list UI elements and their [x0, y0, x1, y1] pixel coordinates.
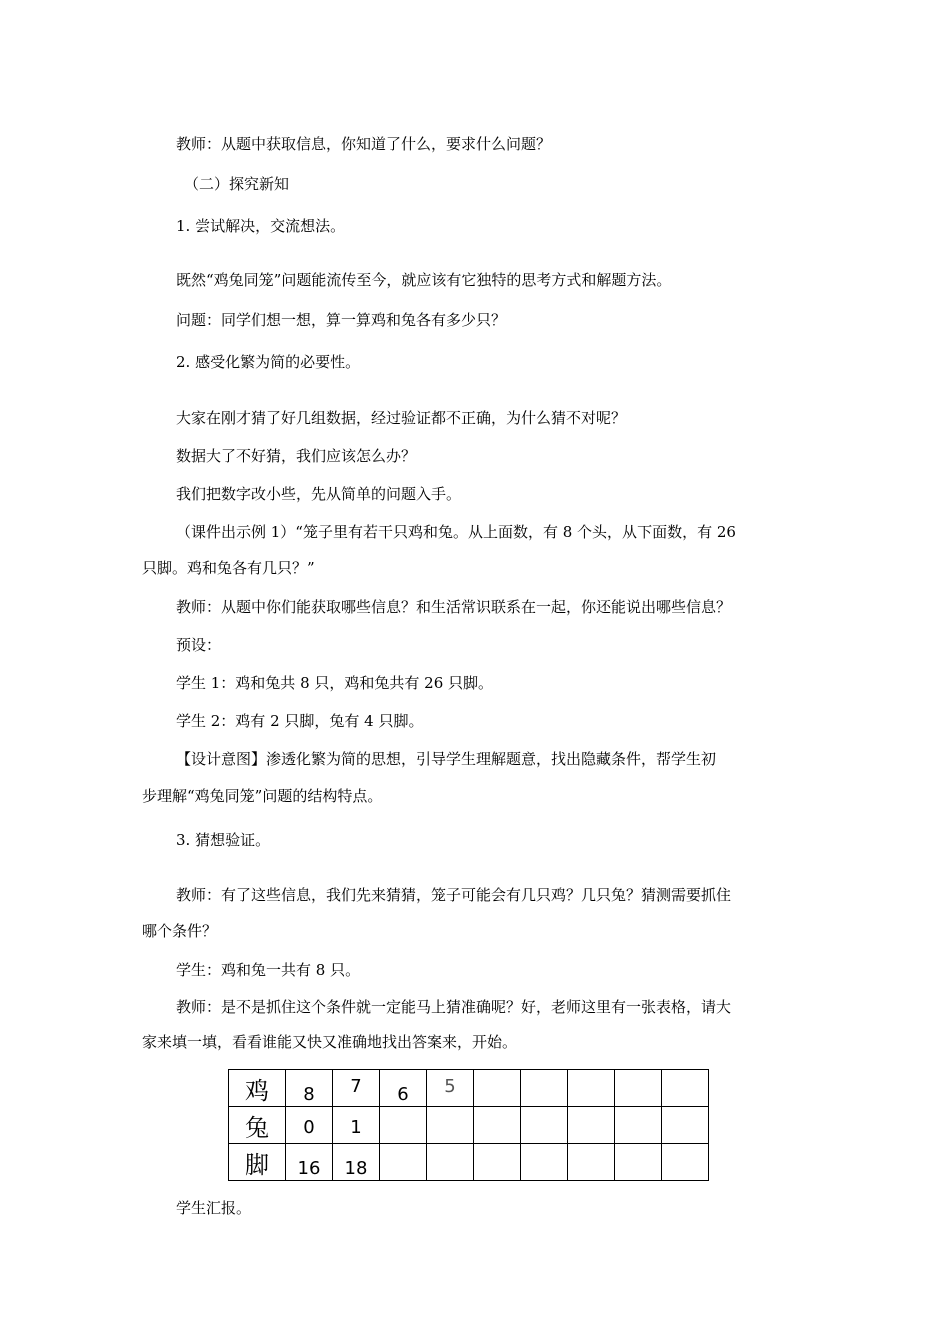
paragraph: 学生汇报。: [176, 1199, 252, 1217]
design-intent: 【设计意图】渗透化繁为简的思想，引导学生理解题意，找出隐藏条件，帮学生初: [176, 750, 717, 768]
table-cell: [474, 1070, 521, 1107]
table-cell: 18: [333, 1144, 380, 1181]
guess-table: [228, 1069, 709, 1181]
table-cell: 6: [380, 1070, 427, 1107]
table-cell: [662, 1107, 709, 1144]
table-cell: [474, 1144, 521, 1181]
table-cell: [521, 1107, 568, 1144]
paragraph: 学生：鸡和兔一共有 8 只。: [176, 961, 361, 979]
paragraph: 大家在刚才猜了好几组数据，经过验证都不正确，为什么猜不对呢？: [176, 409, 627, 427]
row-header: 鸡: [229, 1070, 286, 1107]
table-cell: [615, 1107, 662, 1144]
table-cell: [615, 1070, 662, 1107]
row-header: 脚: [229, 1144, 286, 1181]
paragraph-continuation: 只脚。鸡和兔各有几只？”: [142, 559, 315, 577]
paragraph-continuation: 哪个条件？: [142, 922, 218, 940]
paragraph: 教师：是不是抓住这个条件就一定能马上猜准确呢？好，老师这里有一张表格，请大: [176, 998, 732, 1016]
table-cell: [662, 1144, 709, 1181]
paragraph: 既然“鸡兔同笼”问题能流传至今，就应该有它独特的思考方式和解题方法。: [176, 271, 672, 289]
table-cell: [474, 1107, 521, 1144]
table-cell: [380, 1144, 427, 1181]
paragraph-continuation: 步理解“鸡兔同笼”问题的结构特点。: [142, 787, 383, 805]
table-cell: [568, 1107, 615, 1144]
paragraph: 教师：从题中你们能获取哪些信息？和生活常识联系在一起，你还能说出哪些信息？: [176, 598, 732, 616]
table-cell: [521, 1144, 568, 1181]
step-heading: 2. 感受化繁为简的必要性。: [176, 353, 361, 371]
table-cell: [568, 1144, 615, 1181]
table-cell: [568, 1070, 615, 1107]
table-cell: [662, 1070, 709, 1107]
table-row: [229, 1144, 709, 1181]
paragraph: 学生 1：鸡和兔共 8 只，鸡和兔共有 26 只脚。: [176, 674, 494, 692]
paragraph: 数据大了不好猜，我们应该怎么办？: [176, 447, 417, 465]
paragraph: 教师：从题中获取信息，你知道了什么，要求什么问题？: [176, 135, 552, 153]
table-row: [229, 1070, 709, 1107]
table-cell: [380, 1107, 427, 1144]
paragraph: 我们把数字改小些，先从简单的问题入手。: [176, 485, 462, 503]
table-cell: 8: [286, 1070, 333, 1107]
paragraph: 问题：同学们想一想，算一算鸡和兔各有多少只？: [176, 311, 507, 329]
table-cell: 7: [333, 1070, 380, 1107]
section-heading: （二）探究新知: [184, 175, 290, 193]
table-cell: 1: [333, 1107, 380, 1144]
paragraph: 预设：: [176, 636, 222, 654]
row-header: 兔: [229, 1107, 286, 1144]
table-row: [229, 1107, 709, 1144]
paragraph-continuation: 家来填一填，看看谁能又快又准确地找出答案来，开始。: [142, 1033, 518, 1051]
table-cell: 5: [427, 1070, 474, 1107]
table-cell: 0: [286, 1107, 333, 1144]
step-heading: 3. 猜想验证。: [176, 831, 271, 849]
table-cell: [615, 1144, 662, 1181]
paragraph: （课件出示例 1）“笼子里有若干只鸡和兔。从上面数，有 8 个头，从下面数，有 26: [176, 523, 736, 541]
step-heading: 1. 尝试解决，交流想法。: [176, 217, 346, 235]
table-cell: [521, 1070, 568, 1107]
paragraph: 教师：有了这些信息，我们先来猜猜，笼子可能会有几只鸡？几只兔？猜测需要抓住: [176, 886, 732, 904]
table-cell: [427, 1107, 474, 1144]
table-cell: [427, 1144, 474, 1181]
table-cell: 16: [286, 1144, 333, 1181]
paragraph: 学生 2：鸡有 2 只脚，兔有 4 只脚。: [176, 712, 424, 730]
